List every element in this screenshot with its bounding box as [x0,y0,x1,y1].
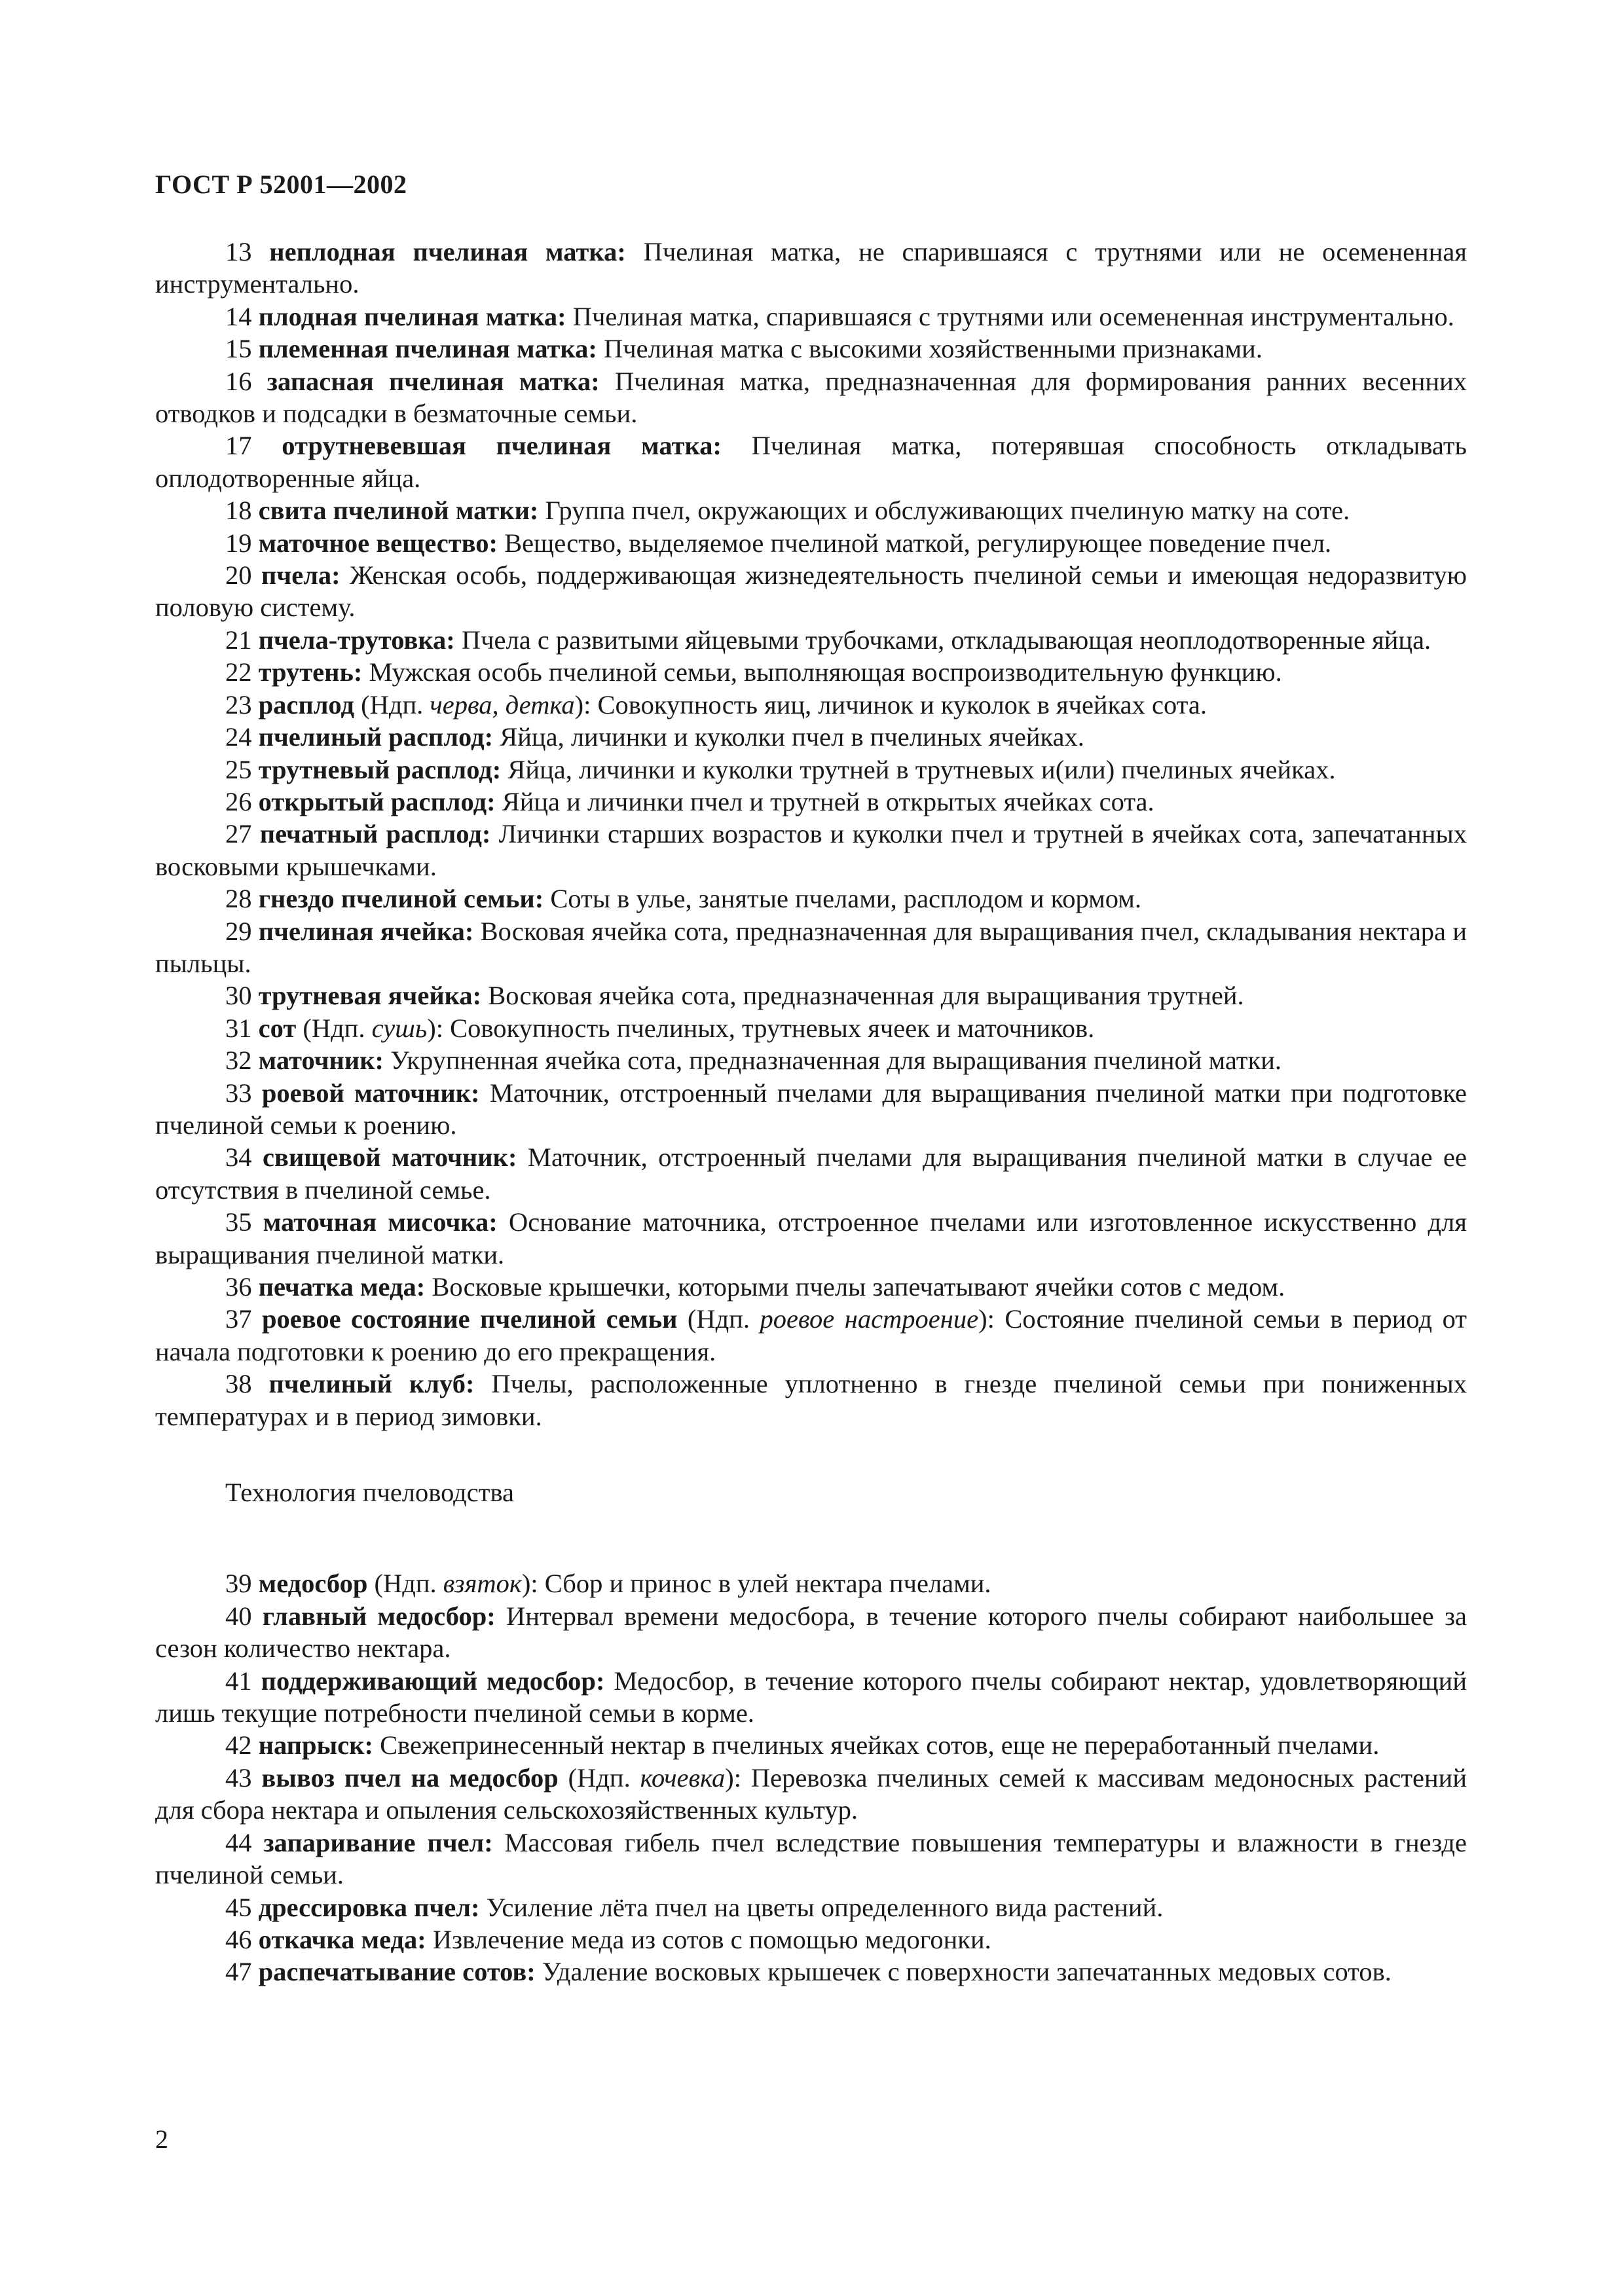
term-entry [155,333,1467,365]
term-entry [155,1368,1467,1432]
term-entry [155,1077,1467,1142]
term-number: 28 [225,884,252,914]
term-number: 20 [225,560,252,591]
term-number: 23 [225,689,252,720]
term-name: печатный расплод: [259,819,491,849]
term-definition: Яйца, личинки и куколки трутней в трутневых и(или) пчелиных ячейках. [501,754,1336,784]
term-entry [155,1729,1467,1761]
term-entry [155,1923,1467,1956]
term-name: маточник: [258,1046,384,1076]
term-number: 26 [225,786,252,816]
term-definition: Медосбор, в течение которого пчелы собирают нектар, удовлетворяющий лишь текущие потребности пчелиной семьи в корме. [155,1666,1467,1728]
term-number: 21 [225,625,252,655]
term-name: гнездо пчелиной семьи: [258,884,544,914]
term-name: дрессировка пчел: [258,1892,480,1922]
term-entry [155,429,1467,494]
term-definition: Маточник, отстроенный пчелами для выращивания пчелиной матки в случае ее отсутствия в пчелиной семье. [155,1142,1467,1205]
term-number: 46 [225,1924,252,1954]
term-name: свита пчелиной матки: [258,496,539,526]
term-number: 27 [225,819,252,849]
term-number: 32 [225,1046,252,1076]
term-number: 42 [225,1730,252,1760]
term-entry [155,624,1467,656]
term-name: напрыск: [258,1730,373,1760]
term-name: пчелиный расплод: [258,722,494,752]
term-number: 25 [225,754,252,784]
term-definition: Яйца и личинки пчел и трутней в открытых ячейках сота. [495,786,1154,816]
term-entry [155,527,1467,559]
term-name: роевой маточник: [261,1078,480,1108]
term-deprecated-synonym: взяток [443,1569,522,1599]
term-definition: Пчелиная матка с высокими хозяйственными признаками. [597,334,1263,364]
term-number: 34 [225,1142,252,1173]
term-name: роевое состояние пчелиной семьи [261,1304,678,1334]
term-name: поддерживающий медосбор: [261,1666,605,1696]
term-synonym-prefix: (Ндп. [677,1304,760,1334]
term-name: пчелиный клуб: [268,1369,475,1399]
term-number: 18 [225,496,252,526]
term-number: 22 [225,657,252,687]
term-number: 35 [225,1207,252,1237]
term-definition: Пчелиная матка, потерявшая способность откладывать оплодотворенные яйца. [155,431,1467,493]
term-entry [155,915,1467,980]
term-definition: Группа пчел, окружающих и обслуживающих пчелиную матку на соте. [538,496,1350,526]
term-definition: Массовая гибель пчел вследствие повышения температуры и влажности в гнезде пчелиной семьи. [155,1827,1467,1890]
term-number: 24 [225,722,252,752]
term-entry [155,1567,1467,1599]
term-name: открытый расплод: [258,786,496,816]
term-name: расплод [258,689,355,720]
term-entry [155,1665,1467,1730]
term-synonym-prefix: (Ндп. [367,1569,443,1599]
term-definition: Личинки старших возрастов и куколки пчел и трутней в ячейках сота, запечатанных восковыми крышечками. [155,819,1467,881]
term-definition: Восковые крышечки, которыми пчелы запечатывают ячейки сотов с медом. [425,1272,1285,1302]
term-name: печатка меда: [258,1272,426,1302]
term-entry [155,236,1467,301]
term-entry [155,559,1467,624]
term-entry [155,301,1467,333]
term-name: вывоз пчел на медосбор [261,1762,559,1793]
term-synonym-prefix: (Ндп. [558,1762,640,1793]
term-entry [155,494,1467,526]
term-entry [155,1271,1467,1303]
term-number: 40 [225,1601,252,1631]
term-number: 15 [225,334,252,364]
term-name: трутень: [258,657,363,687]
document-header: ГОСТ Р 52001—2002 [155,170,407,199]
term-number: 16 [225,366,252,396]
term-number: 41 [225,1666,252,1696]
term-name: трутневая ячейка: [258,981,482,1011]
term-definition: ): Перевозка пчелиных семей к массивам медоносных растений для сбора нектара и опыления сельскохозяйственных культур. [155,1762,1467,1825]
term-definition: Свежепринесенный нектар в пчелиных ячейках сотов, еще не переработанный пчелами. [373,1730,1380,1760]
term-number: 30 [225,981,252,1011]
term-entry [155,883,1467,915]
term-name: племенная пчелиная матка: [258,334,597,364]
term-entry [155,1141,1467,1206]
term-number: 13 [225,237,252,266]
term-number: 19 [225,528,252,558]
term-definition: Вещество, выделяемое пчелиной маткой, регулирующее поведение пчел. [497,528,1332,558]
term-definition: Маточник, отстроенный пчелами для выращивания пчелиной матки при подготовке пчелиной семьи к роению. [155,1078,1467,1140]
term-definition: Соты в улье, занятые пчелами, расплодом и кормом. [544,884,1141,914]
term-entry [155,1891,1467,1923]
term-definition: Пчелы, расположенные уплотненно в гнезде пчелиной семьи при пониженных температурах и в период зимовки. [155,1369,1467,1431]
term-entry [155,1206,1467,1271]
term-entry [155,1303,1467,1368]
term-synonym-prefix: (Ндп. [296,1013,372,1043]
term-name: запаривание пчел: [263,1827,493,1857]
term-number: 39 [225,1569,252,1599]
term-definition: Усиление лёта пчел на цветы определенного вида растений. [479,1892,1164,1922]
term-name: трутневый расплод: [258,754,502,784]
term-definition: Женская особь, поддерживающая жизнедеятельность пчелиной семьи и имеющая недоразвитую половую систему. [155,560,1467,623]
term-definition: Удаление восковых крышечек с поверхности запечатанных медовых сотов. [535,1957,1392,1987]
term-definition: Укрупненная ячейка сота, предназначенная для выращивания пчелиной матки. [384,1046,1282,1076]
term-number: 36 [225,1272,252,1302]
term-name: неплодная пчелиная матка: [269,237,626,266]
term-entry [155,1600,1467,1665]
term-name: плодная пчелиная матка: [258,301,566,331]
term-name: пчелиная ячейка: [258,916,474,946]
term-entry [155,1762,1467,1827]
term-definition: Пчелиная матка, не спарившаяся с трутнями или не осемененная инструментально. [155,237,1467,299]
terms-list-part1 [155,236,1467,1432]
term-definition: Основание маточника, отстроенное пчелами или изготовленное искусственно для выращивания пчелиной матки. [155,1207,1467,1269]
term-deprecated-synonym: роевое настроение [760,1304,979,1334]
term-number: 29 [225,916,252,946]
term-definition: Яйца, личинки и куколки пчел в пчелиных ячейках. [493,722,1084,752]
term-entry [155,754,1467,786]
term-definition: Восковая ячейка сота, предназначенная для выращивания трутней. [481,981,1244,1011]
term-name: пчела: [261,560,341,591]
term-number: 14 [225,301,252,331]
term-number: 47 [225,1957,252,1987]
term-entry [155,656,1467,688]
term-definition: ): Состояние пчелиной семьи в период от начала подготовки к роению до его прекращения. [155,1304,1467,1366]
section-title: Технология пчеловодства [225,1478,515,1508]
term-name: откачка меда: [258,1924,426,1954]
term-entry [155,979,1467,1011]
term-deprecated-synonym: черва, детка [430,689,575,720]
term-definition: Пчелиная матка, предназначенная для формирования ранних весенних отводков и подсадки в безматочные семьи. [155,366,1467,429]
term-deprecated-synonym: сушь [371,1013,428,1043]
term-name: маточное вещество: [258,528,498,558]
term-number: 45 [225,1892,252,1922]
term-name: маточная мисочка: [263,1207,498,1237]
term-name: свищевой маточник: [263,1142,517,1173]
term-name: медосбор [258,1569,368,1599]
term-entry [155,689,1467,721]
term-entry [155,1012,1467,1044]
term-entry [155,1827,1467,1891]
term-definition: ): Совокупность яиц, личинок и куколок в ячейках сота. [574,689,1207,720]
term-definition: Мужская особь пчелиной семьи, выполняющая воспроизводительную функцию. [362,657,1282,687]
term-definition: Пчелиная матка, спарившаяся с трутнями или осемененная инструментально. [566,301,1454,331]
terms-list-part2 [155,1567,1467,1988]
term-name: пчела-трутовка: [258,625,455,655]
term-definition: ): Совокупность пчелиных, трутневых ячеек и маточников. [427,1013,1095,1043]
term-synonym-prefix: (Ндп. [354,689,430,720]
term-name: сот [258,1013,297,1043]
term-entry [155,1956,1467,1988]
term-name: отрутневевшая пчелиная матка: [282,431,722,461]
term-entry [155,365,1467,430]
document-body [155,236,1467,1988]
term-entry [155,721,1467,753]
term-number: 17 [225,431,252,461]
term-number: 33 [225,1078,252,1108]
term-name: запасная пчелиная матка: [267,366,600,396]
term-definition: Восковая ячейка сота, предназначенная для выращивания пчел, складывания нектара и пыльцы. [155,916,1467,978]
term-definition: ): Сбор и принос в улей нектара пчелами. [521,1569,991,1599]
term-definition: Пчела с развитыми яйцевыми трубочками, откладывающая неоплодотворенные яйца. [454,625,1431,655]
page-number: 2 [155,2124,168,2154]
term-entry [155,786,1467,818]
term-number: 37 [225,1304,252,1334]
term-number: 31 [225,1013,252,1043]
term-entry [155,818,1467,883]
term-number: 38 [225,1369,252,1399]
term-definition: Интервал времени медосбора, в течение которого пчелы собирают наибольшее за сезон количество нектара. [155,1601,1467,1664]
term-number: 44 [225,1827,252,1857]
term-deprecated-synonym: кочевка [640,1762,726,1793]
term-name: распечатывание сотов: [258,1957,536,1987]
term-name: главный медосбор: [262,1601,496,1631]
term-entry [155,1044,1467,1076]
term-number: 43 [225,1762,252,1793]
term-definition: Извлечение меда из сотов с помощью медогонки. [426,1924,991,1954]
